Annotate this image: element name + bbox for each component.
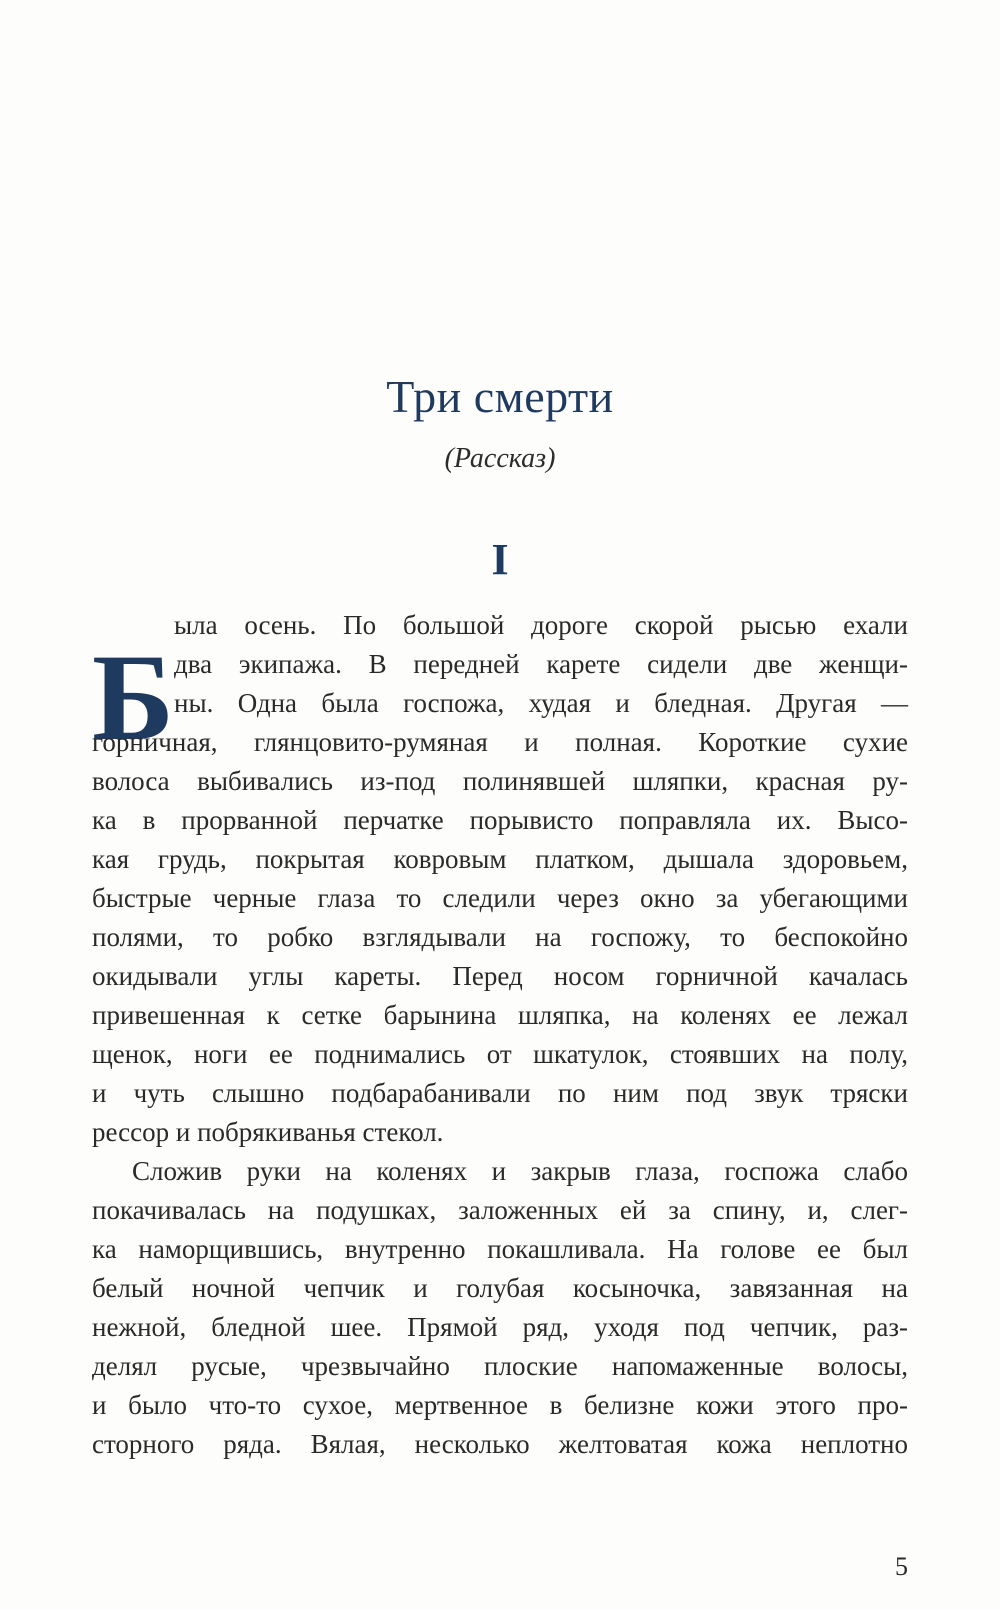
text-line: полями, то робко взглядывали на госпожу, то беспокойно xyxy=(92,922,908,952)
text-line: горничная, глянцовито-румяная и полная. Короткие сухие xyxy=(92,727,908,757)
text-line: делял русые, чрезвычайно плоские напомаженные волосы, xyxy=(92,1351,908,1381)
chapter-number: I xyxy=(491,535,509,584)
text-line: ны. Одна была госпожа, худая и бледная. Другая — xyxy=(174,688,908,718)
text-line: нежной, бледной шее. Прямой ряд, уходя под чепчик, раз- xyxy=(92,1312,908,1342)
text-line: кая грудь, покрытая ковровым платком, дышала здоровьем, xyxy=(92,844,908,874)
text-line: сторного ряда. Вялая, несколько желтоватая кожа неплотно xyxy=(92,1429,908,1459)
text-line: привешенная к сетке барынина шляпка, на коленях ее лежал xyxy=(92,1000,908,1030)
text-line: ка наморщившись, внутренно покашливала. На голове ее был xyxy=(92,1234,908,1264)
drop-cap: Б xyxy=(92,629,174,766)
text-line: ка в прорванной перчатке порывисто поправляла их. Высо- xyxy=(92,805,908,835)
story-title: Три смерти xyxy=(386,371,614,422)
text-line: Сложив руки на коленях и закрыв глаза, госпожа слабо xyxy=(132,1156,908,1186)
text-line: волоса выбивались из-под полинявшей шляпки, красная ру- xyxy=(92,766,908,796)
text-line: белый ночной чепчик и голубая косыночка, завязанная на xyxy=(92,1273,908,1303)
text-line: два экипажа. В передней карете сидели две женщи- xyxy=(174,649,908,679)
text-line: рессор и побрякиванья стекол. xyxy=(92,1117,444,1147)
text-line: быстрые черные глаза то следили через окно за убегающими xyxy=(92,883,908,913)
text-line: окидывали углы кареты. Перед носом горничной качалась xyxy=(92,961,908,991)
text-line: и чуть слышно подбарабанивали по ним под звук тряски xyxy=(92,1078,908,1108)
story-subtitle: (Рассказ) xyxy=(444,443,556,474)
text-line: ыла осень. По большой дороге скорой рысью ехали xyxy=(174,610,908,640)
page-number: 5 xyxy=(895,1552,908,1581)
text-line: щенок, ноги ее поднимались от шкатулок, стоявших на полу, xyxy=(92,1039,908,1069)
text-line: и было что-то сухое, мертвенное в белизне кожи этого про- xyxy=(92,1390,908,1420)
text-line: покачивалась на подушках, заложенных ей за спину, и, слег- xyxy=(92,1195,908,1225)
